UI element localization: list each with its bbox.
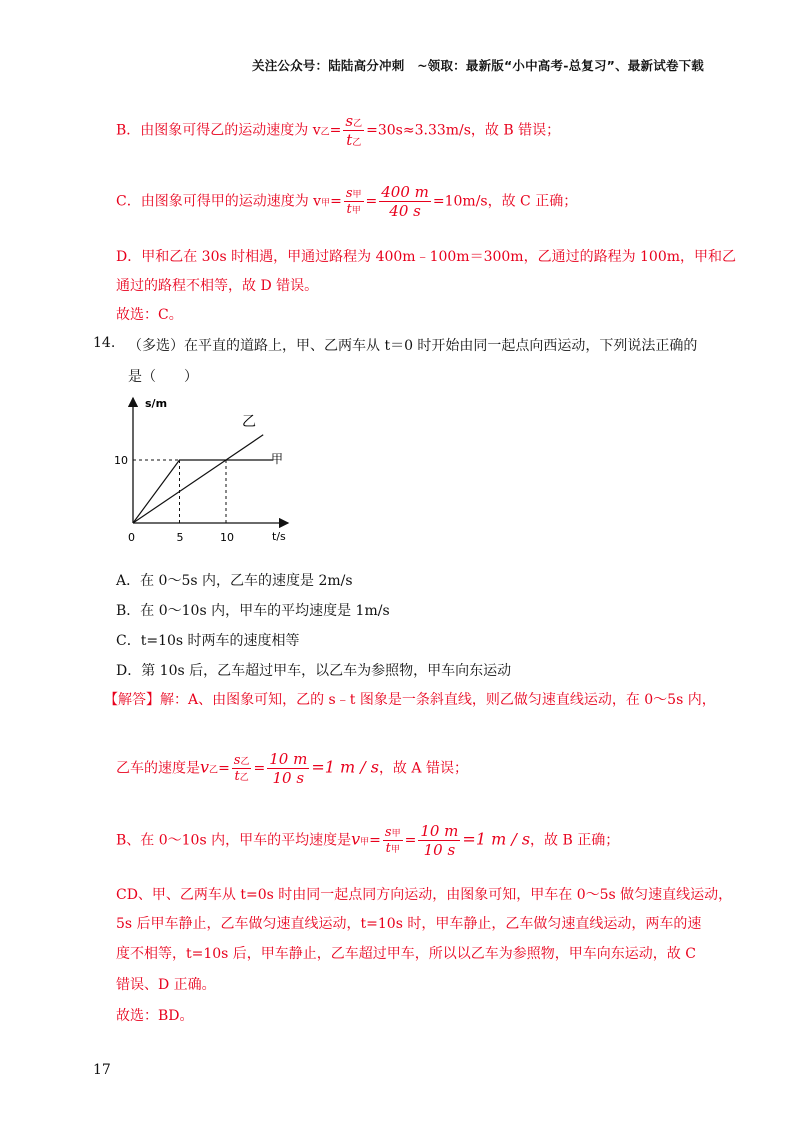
answer-cd-line2: 5s 后甲车静止，乙车做匀速直线运动，t=10s 时，甲车静止，乙车做匀速直线运动，两车的速 xyxy=(116,916,702,932)
prev-c-text: C．由图象可得甲的运动速度为 v xyxy=(116,193,322,210)
option-b: B．在 0～10s 内，甲车的平均速度是 1m/s xyxy=(116,603,390,619)
y-axis-label: s/m xyxy=(145,397,168,410)
answer-a-fraction2: $\frac{10 m}{10 s}$ xyxy=(269,750,308,787)
answer-choice: 故选：BD。 xyxy=(116,1008,194,1024)
prev-c-fraction1: $\frac{\text{s甲}}{\text{t甲}}$ xyxy=(345,186,362,217)
x-tick-label: 10 xyxy=(220,531,234,544)
x-tick-label: 5 xyxy=(176,531,184,544)
prev-c-sub: 甲 xyxy=(321,198,331,209)
option-c: C．t=10s 时两车的速度相等 xyxy=(116,633,300,649)
prev-explanation-c: C．由图象可得甲的运动速度为 v甲= $\frac{\text{s甲}}{\text{t甲}}$ = $\frac{400 m}{40 s}$ =10m/s，故 C 正确； xyxy=(116,183,578,220)
prev-c-fraction2: $\frac{400 m}{40 s}$ xyxy=(381,183,429,220)
prev-b-text: B．由图象可得乙的运动速度为 v xyxy=(116,122,321,139)
prev-b-fraction: $\frac{\text{s乙}}{\text{t乙}}$ xyxy=(345,112,363,149)
series-line-乙 xyxy=(133,435,263,523)
answer-tag: 【解答】 xyxy=(104,692,160,708)
series-label-jia: 甲 xyxy=(271,452,284,466)
series-line-甲 xyxy=(133,460,273,523)
prev-explanation-d-line1: D．甲和乙在 30s 时相遇，甲通过路程为 400m﹣100m＝300m，乙通过的路程为 100m，甲和乙 xyxy=(116,249,737,265)
answer-a-fraction1: $\frac{\text{s乙}}{\text{t乙}}$ xyxy=(233,753,250,784)
answer-a-formula: 乙车的速度是v乙= $\frac{\text{s乙}}{\text{t乙}}$ = $\frac{10 m}{10 s}$ =1 m / s，故 A 错误； xyxy=(116,750,468,787)
option-a: A．在 0～5s 内，乙车的速度是 2m/s xyxy=(116,573,353,589)
series-label-yi: 乙 xyxy=(242,414,256,430)
question-number: 14. xyxy=(93,335,116,351)
origin-label: 0 xyxy=(128,531,135,544)
prev-explanation-d-line2: 通过的路程不相等，故 D 错误。 xyxy=(116,278,319,294)
prev-c-result: =10m/s，故 C 正确； xyxy=(432,193,578,210)
page-number: 17 xyxy=(93,1062,111,1078)
question-text-line1: （多选）在平直的道路上，甲、乙两车从 t＝0 时开始由同一起点向西运动，下列说法正确的 xyxy=(128,338,698,354)
x-axis-label: t/s xyxy=(272,530,286,543)
prev-b-eq: = xyxy=(329,122,342,139)
answer-cd-line3: 度不相等，t=10s 后，甲车静止，乙车超过甲车，所以以乙车为参照物，甲车向东运动，故 C xyxy=(116,946,696,962)
y-tick-label: 10 xyxy=(114,454,128,467)
answer-cd-line1: CD、甲、乙两车从 t=0s 时由同一起点同方向运动，由图象可知，甲车在 0～5s 做匀速直线运动， xyxy=(116,887,733,903)
prev-b-result: =30s≈3.33m/s，故 B 错误； xyxy=(366,122,561,139)
option-d: D．第 10s 后，乙车超过甲车，以乙车为参照物，甲车向东运动 xyxy=(116,663,512,679)
question-text-line2: 是（ ） xyxy=(128,369,198,385)
prev-b-sub: 乙 xyxy=(320,127,330,138)
answer-cd-line4: 错误、D 正确。 xyxy=(116,977,216,993)
prev-choice: 故选：C。 xyxy=(116,307,183,323)
answer-intro xyxy=(104,689,716,709)
answer-b-formula: B、在 0～10s 内，甲车的平均速度是v甲= $\frac{\text{s甲}}{\text{t甲}}$ = $\frac{10 m}{10 s}$ =1 m / s，故 B 正确； xyxy=(116,822,620,859)
page-header: 关注公众号：陆陆高分冲刺 ~领取：最新版“小中高考-总复习”、最新试卷下载 xyxy=(252,58,704,73)
answer-b-fraction2: $\frac{10 m}{10 s}$ xyxy=(420,822,459,859)
s-t-graph xyxy=(112,390,302,545)
series-lines xyxy=(133,435,273,523)
answer-intro-text: 解：A、由图象可知，乙的 s﹣t 图象是一条斜直线，则乙做匀速直线运动，在 0～5s 内， xyxy=(160,692,716,708)
prev-explanation-b xyxy=(116,112,560,149)
answer-b-fraction1: $\frac{\text{s甲}}{\text{t甲}}$ xyxy=(384,825,401,856)
